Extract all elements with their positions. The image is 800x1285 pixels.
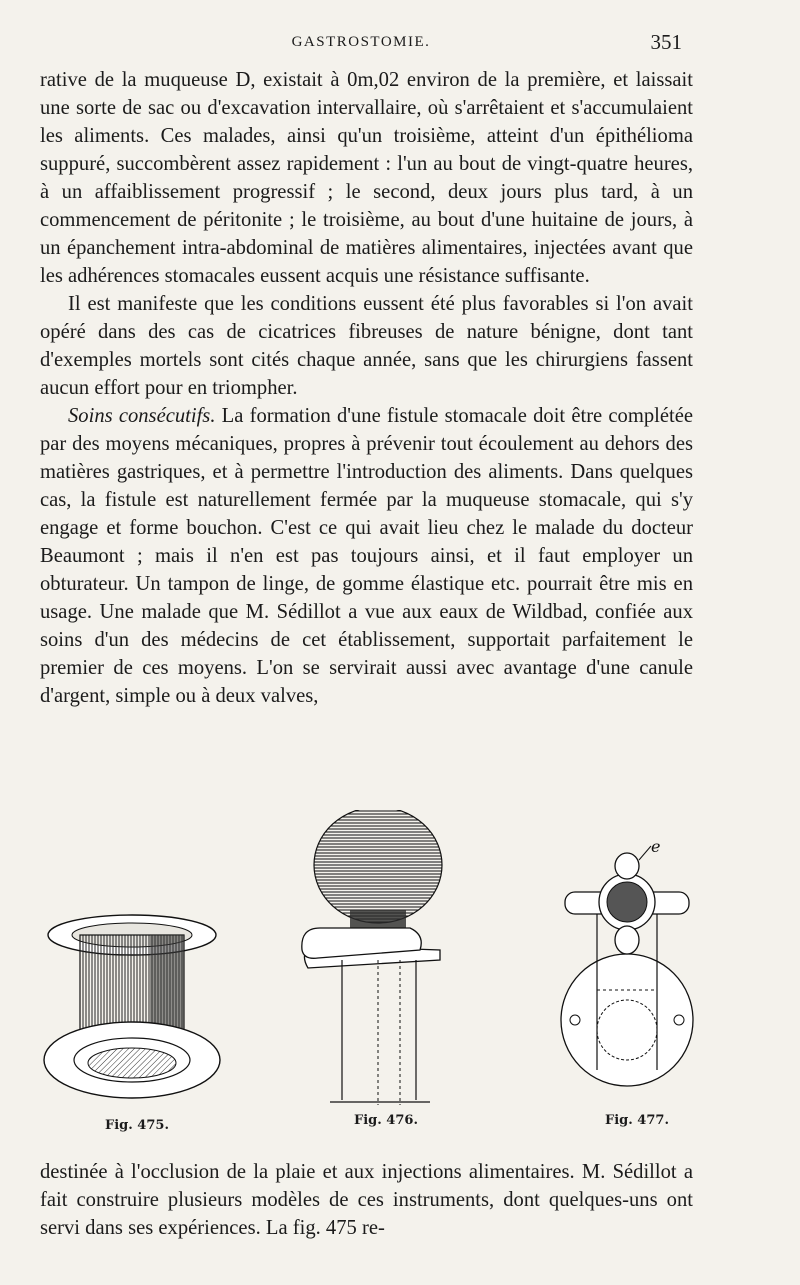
paragraph-1: rative de la muqueuse D, existait à 0m,02 environ de la première, et laissait une sorte de sac ou d'excavation intervallaire, où s'arrêtaient et s'accumulaient les aliments. Ces malades, ainsi qu'un troisième, atteint d'un épithélioma suppuré, succombèrent assez rapidement : l'un au bout de vingt-quatre heures, à un affaiblissement progressif ; le second, deux jours plus tard, à un commencement de péritonite ; le troisième, au bout d'une huitaine de jours, à un épanchement intra-abdominal de matières alimentaires, injectées avant que les adhérences stomacales eussent acquis une résistance suffisante. — [40, 69, 693, 287]
fig-476-stopper-illustration — [290, 810, 460, 1110]
fig-476-caption: Fig. 476. — [354, 1113, 418, 1128]
figures-row — [0, 800, 800, 1140]
fig-477-caption: Fig. 477. — [605, 1113, 669, 1128]
section-lead-italic: Soins consécutifs. — [68, 405, 216, 427]
paragraph-4: destinée à l'occlusion de la plaie et aux injections alimentaires. M. Sédillot a fait construire plusieurs modèles de ces instruments, dont quelques-uns ont servi dans ses expériences. La fig. 475 re- — [40, 1161, 693, 1239]
page-number: 351 — [650, 30, 682, 54]
fig-477-valve-cannula-illustration — [555, 840, 705, 1110]
paragraph-2: Il est manifeste que les conditions eussent été plus favorables si l'on avait opéré dans des cas de cicatrices fibreuses de nature bénigne, dont tant d'exemples mortels sont cités chaque année, sans que les chirurgiens fassent aucun effort pour en triompher. — [40, 293, 693, 399]
fig-475-cannula-illustration — [40, 905, 240, 1105]
page-header — [40, 30, 682, 58]
paragraph-3 — [40, 402, 693, 710]
running-title: GASTROSTOMIE. — [291, 34, 431, 50]
paragraph-3-text: La formation d'une fistule stomacale doit être complétée par des moyens mécaniques, propres à prévenir tout écoulement au dehors des matières gastriques, et à permettre l'introduction des aliments. Dans quelques cas, la fistule est naturellement fermée par la muqueuse stomacale, qui s'y engage et forme bouchon. C'est ce qui avait lieu chez le malade du docteur Beaumont ; mais il n'en est pas toujours ainsi, et il faut employer un obturateur. Un tampon de linge, de gomme élastique etc. pourrait être mis en usage. Une malade que M. Sédillot a vue aux eaux de Wildbad, confiée aux soins d'un des médecins de cet établissement, supportait parfaitement le premier de ces moyens. L'on se servirait aussi avec avantage d'une canule d'argent, simple ou à deux valves, — [40, 405, 693, 707]
fig-477-label-e: e — [651, 840, 661, 856]
body-text-bottom — [40, 1158, 693, 1242]
body-text-top — [40, 66, 693, 710]
fig-475-caption: Fig. 475. — [105, 1118, 169, 1133]
